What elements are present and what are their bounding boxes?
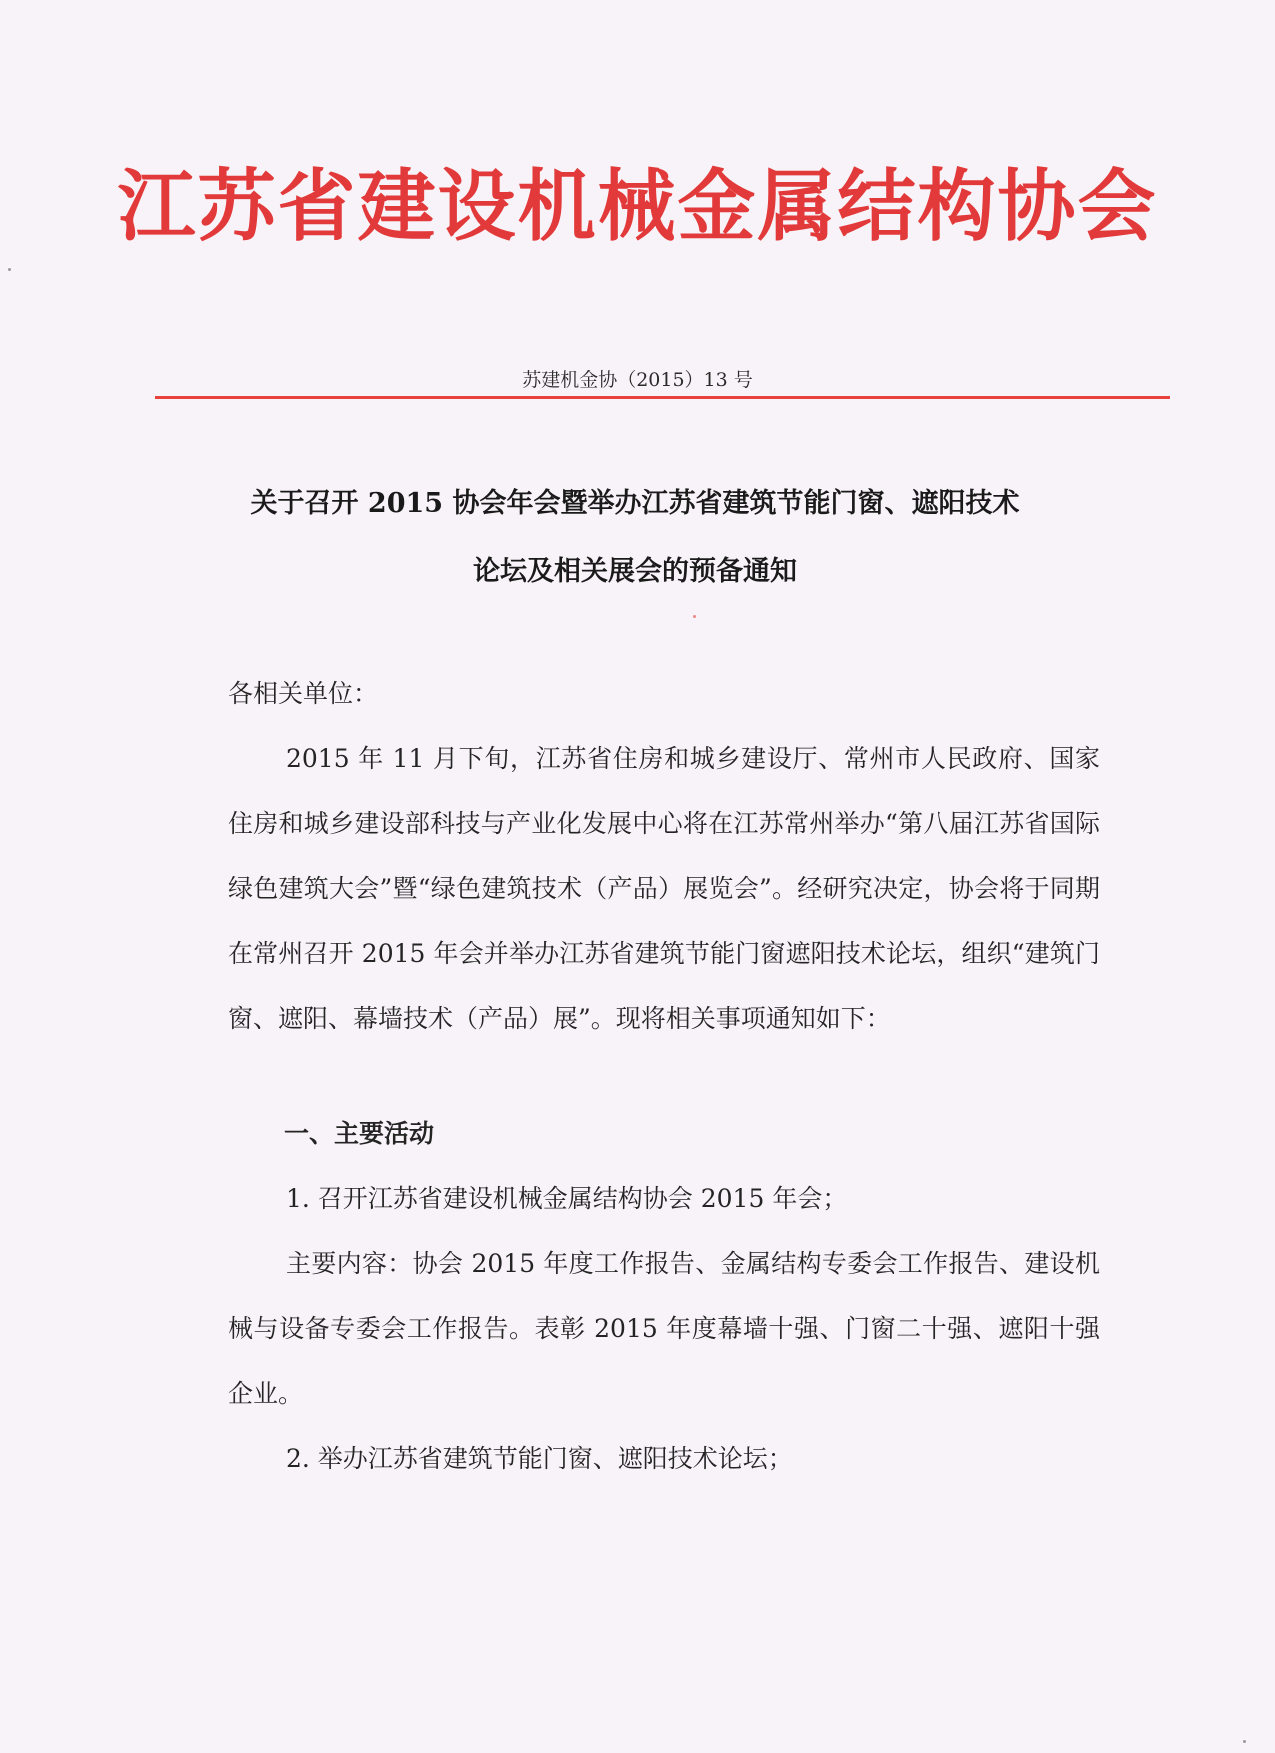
red-divider-rule [155, 396, 1170, 399]
notice-body [228, 661, 1100, 1491]
list-item-1: 1. 召开江苏省建设机械金属结构协会 2015 年会； [286, 1184, 848, 1213]
list-item-2: 2. 举办江苏省建筑节能门窗、遮阳技术论坛； [286, 1444, 793, 1473]
intro-paragraph: 2015 年 11 月下旬，江苏省住房和城乡建设厅、常州市人民政府、国家住房和城乡建设部科技与产业化发展中心将在江苏常州举办“第八届江苏省国际绿色建筑大会”暨“绿色建筑技术（产品）展览会”。经研究决定，协会将于同期在常州召开 2015 年会并举办江苏省建筑节能门窗遮阳技术论坛，组织“建筑门窗、遮阳、幕墙技术（产品）展”。现将相关事项通知如下： [228, 744, 1100, 1033]
scan-speck [8, 268, 11, 271]
org-letterhead: 江苏省建设机械金属结构协会 [117, 161, 1158, 252]
notice-title-line-2: 论坛及相关展会的预备通知 [473, 556, 797, 587]
salutation: 各相关单位： [228, 679, 379, 708]
document-number: 苏建机金协（2015）13 号 [522, 369, 753, 391]
section-heading-main-activities: 一、主要活动 [284, 1119, 435, 1148]
notice-title-line-1: 关于召开 2015 协会年会暨举办江苏省建筑节能门窗、遮阳技术 [250, 488, 1020, 519]
scan-speck [1243, 1740, 1246, 1743]
scan-speck [693, 615, 696, 618]
list-item-1-detail: 主要内容：协会 2015 年度工作报告、金属结构专委会工作报告、建设机械与设备专委会工作报告。表彰 2015 年度幕墙十强、门窗二十强、遮阳十强企业。 [228, 1249, 1100, 1408]
notice-title [150, 470, 1120, 606]
